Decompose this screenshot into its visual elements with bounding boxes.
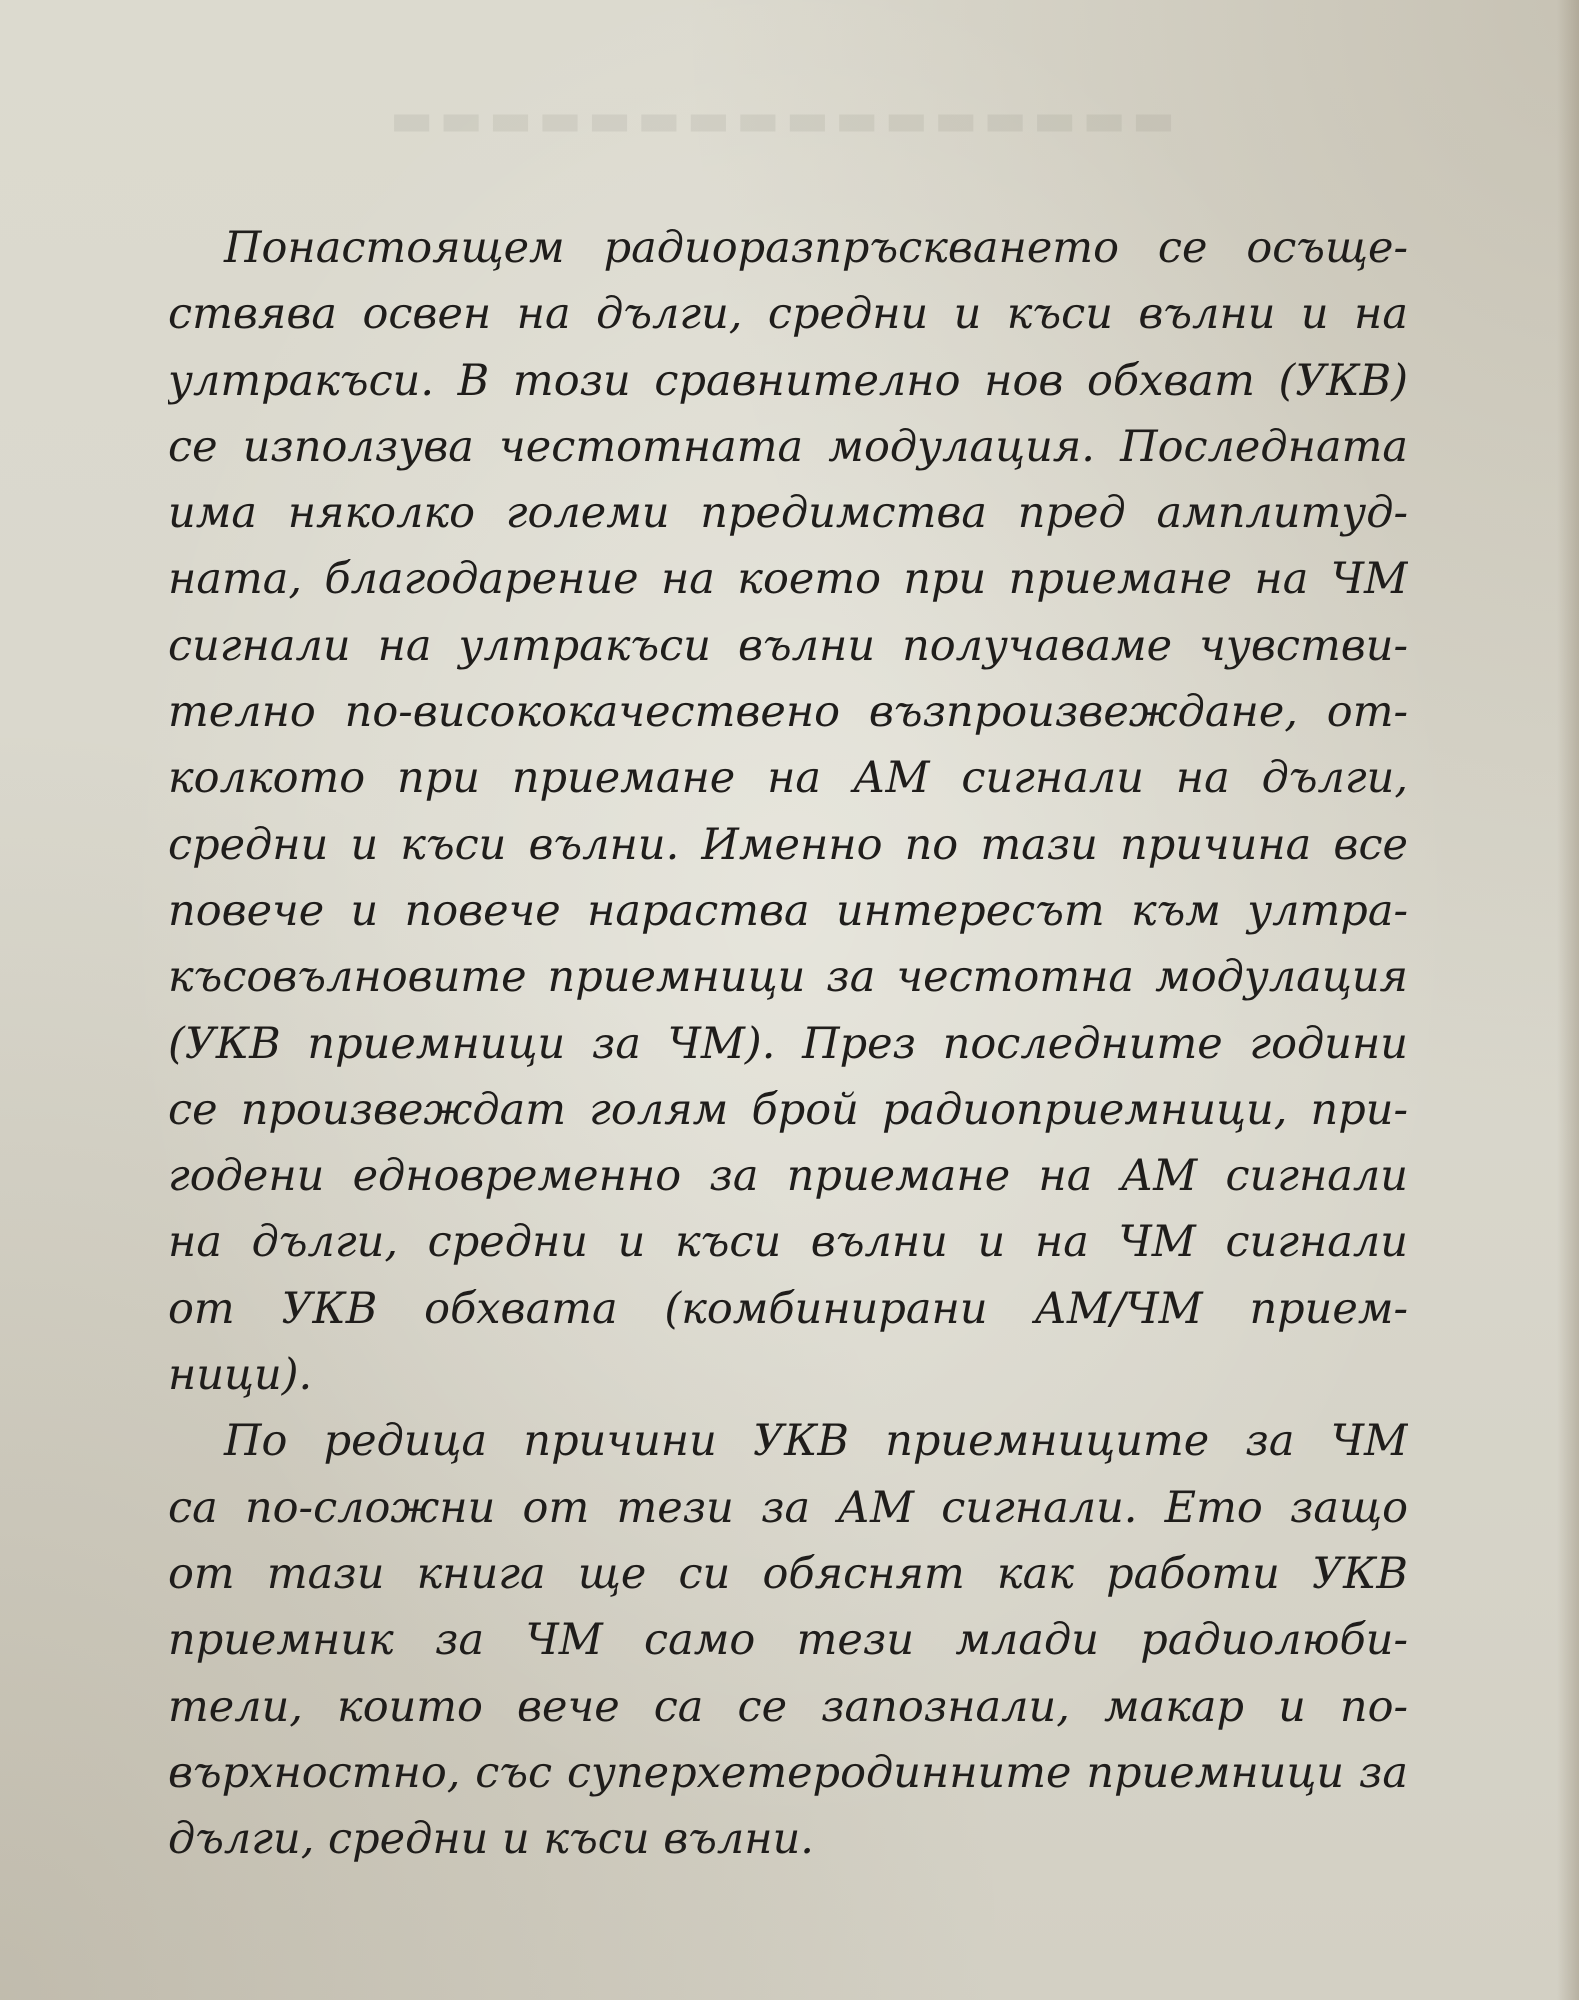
text-line: късовълновите приемници за честотна модулация <box>168 952 1408 1003</box>
text-line: (УКВ приемници за ЧМ). През последните години <box>168 1018 1408 1069</box>
text-line: годени едновременно за приемане на АМ сигнали <box>168 1151 1408 1202</box>
text-line: от тази книга ще си обяснят как работи УКВ <box>168 1548 1408 1599</box>
text-line: ултракъси. В този сравнително нов обхват (УКВ) <box>168 355 1408 406</box>
bleed-through-shadow: ▬▬▬▬▬▬▬▬▬▬▬▬▬▬▬▬ <box>390 92 1182 146</box>
text-line: върхностно, със суперхетеродинните приемници за <box>168 1747 1408 1798</box>
text-line: тели, които вече са се запознали, макар и по- <box>168 1681 1408 1732</box>
paragraph-2 <box>168 1408 1408 1872</box>
paragraph-1 <box>168 215 1408 1408</box>
text-line: се произвеждат голям брой радиоприемници, при- <box>168 1084 1408 1135</box>
text-line: от УКВ обхвата (комбинирани АМ/ЧМ прием- <box>168 1283 1408 1334</box>
text-line: телно по-висококачествено възпроизвеждане, от- <box>168 687 1408 738</box>
text-line: приемник за ЧМ само тези млади радиолюби- <box>168 1615 1408 1666</box>
page-text <box>168 215 1408 1872</box>
text-line: средни и къси вълни. Именно по тази причина все <box>168 819 1408 870</box>
text-line: ници). <box>168 1350 313 1401</box>
text-line: ствява освен на дълги, средни и къси вълни и на <box>168 289 1408 340</box>
text-line: се използува честотната модулация. Последната <box>168 421 1408 472</box>
text-line: дълги, средни и къси вълни. <box>168 1814 814 1865</box>
text-line: Понастоящем радиоразпръскването се осъще- <box>224 223 1408 273</box>
text-line: По редица причини УКВ приемниците за ЧМ <box>224 1416 1408 1467</box>
page-edge-shadow <box>1557 0 1579 2000</box>
text-line: има няколко големи предимства пред амплитуд- <box>168 488 1408 539</box>
text-line: повече и повече нараства интересът към ултра- <box>168 885 1408 936</box>
text-line: са по-сложни от тези за АМ сигнали. Ето защо <box>168 1482 1408 1533</box>
text-line: колкото при приемане на АМ сигнали на дълги, <box>168 753 1408 804</box>
text-line: ната, благодарение на което при приемане на ЧМ <box>168 554 1408 605</box>
text-line: на дълги, средни и къси вълни и на ЧМ сигнали <box>168 1217 1408 1268</box>
text-line: сигнали на ултракъси вълни получаваме чувстви- <box>168 620 1408 671</box>
